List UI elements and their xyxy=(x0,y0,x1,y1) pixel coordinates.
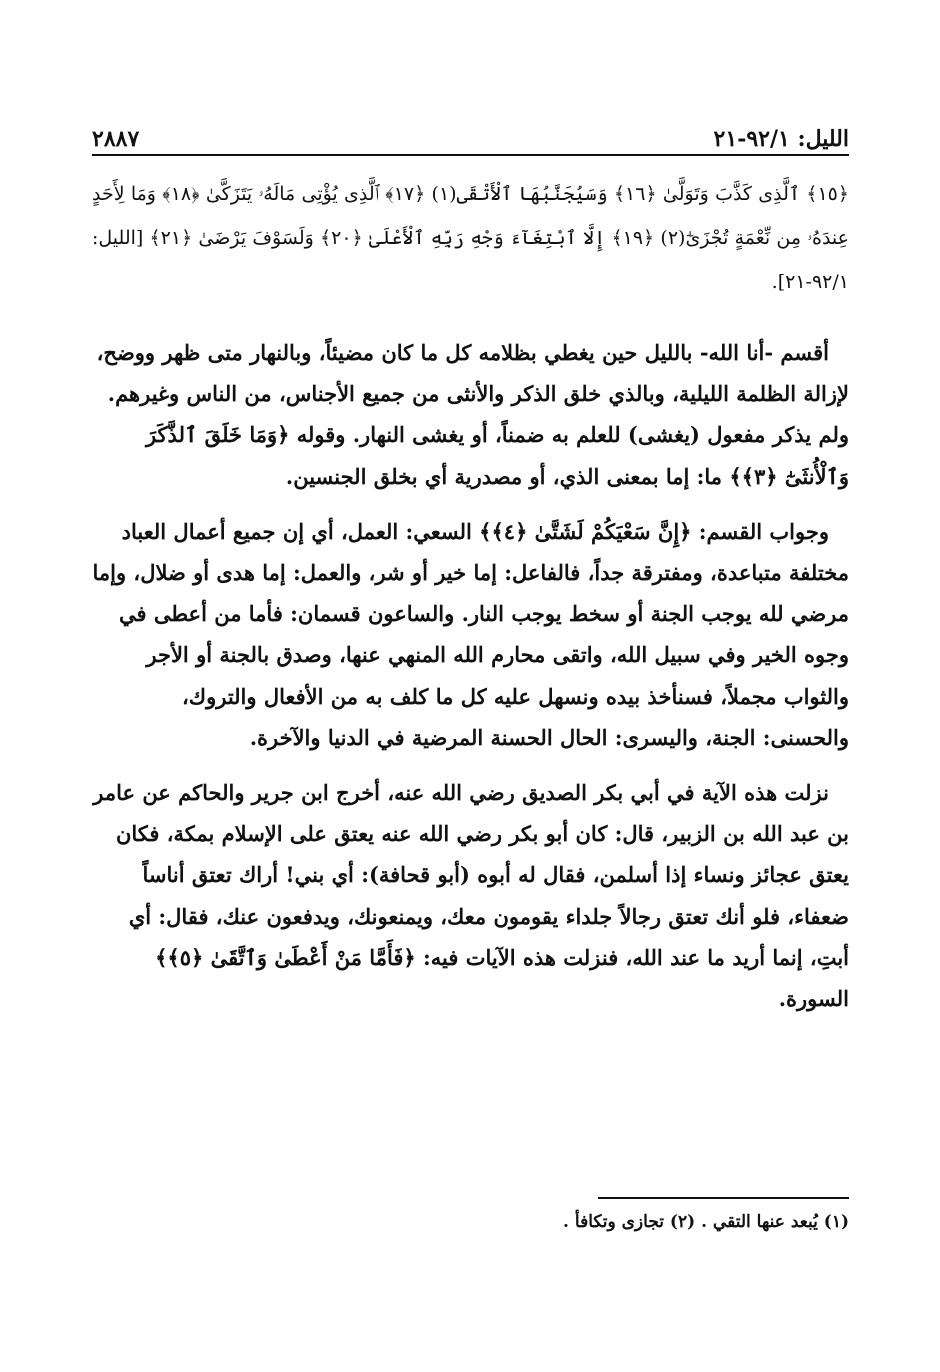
paragraph-revelation: نزلت هذه الآية في أبي بكر الصديق رضي الله عنه، أخرج ابن جرير والحاكم عن عامر بن عبد الله بن الزبير، قال: كان أبو بكر رضي الله عنه يعتق على الإسلام بمكة، فكان يعتق عجائز ونساء إذا أسلمن، فقال له أبوه (أبو قحافة): أي بني! أراك تعتق أناساً ضعفاء، فلو أنك تعتق رجالاً جلداء يقومون معك، ويمنعونك، ويدفعون عنك، فقال: أي أبتِ، إنما أريد ما عند الله، فنزلت هذه الآيات فيه: ﴿فَأَمَّا مَنْ أَعْطَىٰ وَٱتَّقَىٰ ﴿٥﴾﴾ السورة. xyxy=(93,780,849,1012)
surah-reference: الليل: ٩٢/١-٢١ xyxy=(713,126,849,152)
paragraph-answer: وجواب القسم: ﴿إِنَّ سَعْيَكُمْ لَشَتَّىٰ ﴿٤﴾﴾ السعي: العمل، أي إن جميع أعمال العباد مختلفة متباعدة، ومفترقة جداً، فالفاعل: إما خير أو شر، والعمل: إما هدى أو ضلال، وإما مرضي لله يوجب الجنة أو سخط يوجب النار. والساعون قسمان: فأما من أعطى في وجوه الخير وفي سبيل الله، واتقى محارم الله المنهي عنها، وصدق بالجنة أو الأجر والثواب مجملاً، فسنأخذ بيده ونسهل عليه كل ما كلف به من الأفعال والتروك، والحسنى: الجنة، واليسرى: الحال الحسنة المرضية في الدنيا والآخرة. xyxy=(92,518,849,750)
footnotes: (١) يُبعد عنها التقي . (٢) تجازى وتكافأ . xyxy=(563,1212,849,1232)
header-divider xyxy=(92,154,849,156)
commentary-body xyxy=(92,332,849,1033)
page-header xyxy=(92,112,849,152)
footnote-divider xyxy=(598,1197,849,1199)
page-number: ٢٨٨٧ xyxy=(92,126,140,152)
quran-verses: ﴿١٥﴾ ٱلَّذِى كَذَّبَ وَتَوَلَّىٰ ﴿١٦﴾ وَسَيُجَنَّبُهَا ٱلْأَتْقَى(١) ﴿١٧﴾ ٱلَّذِى يُؤْتِى مَالَهُۥ يَتَزَكَّىٰ ﴿١٨﴾ وَمَا لِأَحَدٍ عِندَهُۥ مِن نِّعْمَةٍ تُجْزَىٰٓ(٢) ﴿١٩﴾ إِلَّا ٱبْتِغَآءَ وَجْهِ رَبِّهِ ٱلْأَعْلَىٰ ﴿٢٠﴾ وَلَسَوْفَ يَرْضَىٰ ﴿٢١﴾ [الليل: ٩٢/١-٢١]. xyxy=(92,183,850,293)
paragraph-oath: أقسم -أنا الله- بالليل حين يغطي بظلامه كل ما كان مضيئاً، وبالنهار متى ظهر ووضح، لإزالة الظلمة الليلية، وبالذي خلق الذكر والأنثى من جميع الأجناس، من الناس وغيرهم. ولم يذكر مفعول (يغشى) للعلم به ضمناً، أو يغشى النهار. وقوله ﴿وَمَا خَلَقَ ٱلذَّكَرَ وَٱلْأُنثَىٰٓ ﴿٣﴾﴾ ما: إما بمعنى الذي، أو مصدرية أي بخلق الجنسين. xyxy=(96,340,849,489)
